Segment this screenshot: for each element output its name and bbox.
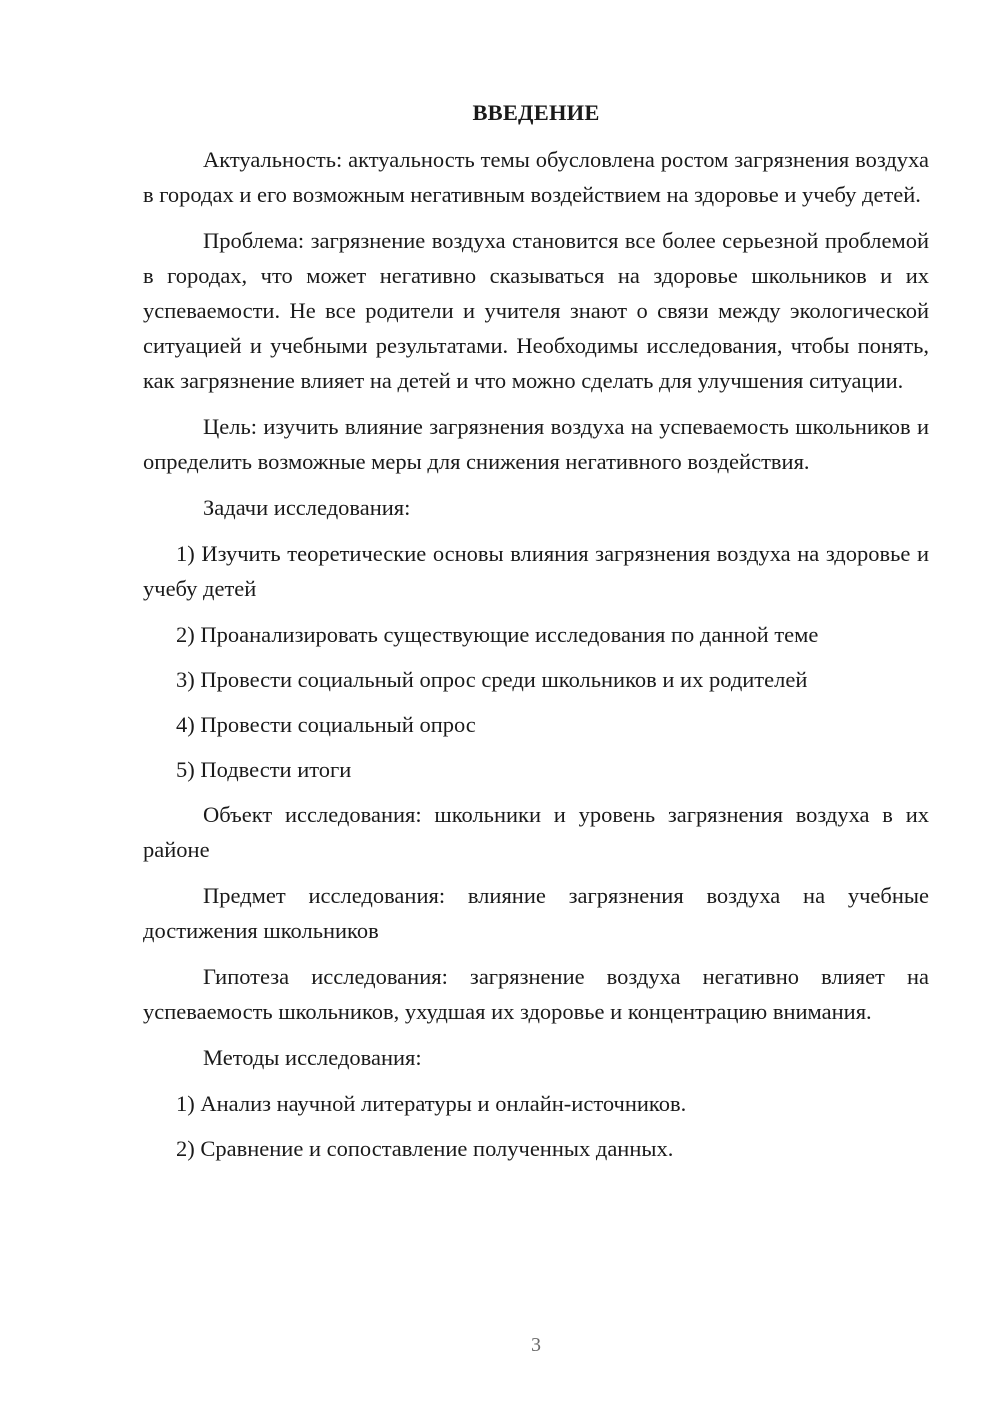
page-number: 3	[531, 1334, 541, 1356]
method-item-2: 2) Сравнение и сопоставление полученных данных.	[176, 1136, 674, 1161]
relevance-paragraph: Актуальность: актуальность темы обусловлена ростом загрязнения воздуха в городах и его возможным негативным воздействием на здоровье и учебу детей.	[143, 147, 929, 207]
hypothesis-paragraph: Гипотеза исследования: загрязнение воздуха негативно влияет на успеваемость школьников, ухудшая их здоровье и концентрацию внимания.	[143, 964, 929, 1024]
section-title: ВВЕДЕНИЕ	[472, 100, 600, 125]
task-item-1: 1) Изучить теоретические основы влияния загрязнения воздуха на здоровье и учебу детей	[143, 541, 929, 601]
task-item-5: 5) Подвести итоги	[176, 757, 352, 782]
task-item-2: 2) Проанализировать существующие исследования по данной теме	[176, 622, 819, 647]
object-paragraph: Объект исследования: школьники и уровень загрязнения воздуха в их районе	[143, 802, 929, 862]
goal-paragraph: Цель: изучить влияние загрязнения воздуха на успеваемость школьников и определить возможные меры для снижения негативного воздействия.	[143, 414, 929, 474]
task-item-4: 4) Провести социальный опрос	[176, 712, 476, 737]
tasks-heading: Задачи исследования:	[203, 495, 411, 520]
subject-paragraph: Предмет исследования: влияние загрязнения воздуха на учебные достижения школьников	[143, 883, 929, 943]
methods-heading: Методы исследования:	[203, 1045, 422, 1070]
problem-paragraph: Проблема: загрязнение воздуха становится все более серьезной проблемой в городах, что может негативно сказываться на здоровье школьников и их успеваемости. Не все родители и учителя знают о связи между экологической ситуацией и учебными результатами. Необходимы исследования, чтобы понять, как загрязнение влияет на детей и что можно сделать для улучшения ситуации.	[143, 228, 929, 393]
page-content	[143, 95, 929, 1176]
task-item-3: 3) Провести социальный опрос среди школьников и их родителей	[176, 667, 808, 692]
method-item-1: 1) Анализ научной литературы и онлайн-источников.	[176, 1091, 687, 1116]
